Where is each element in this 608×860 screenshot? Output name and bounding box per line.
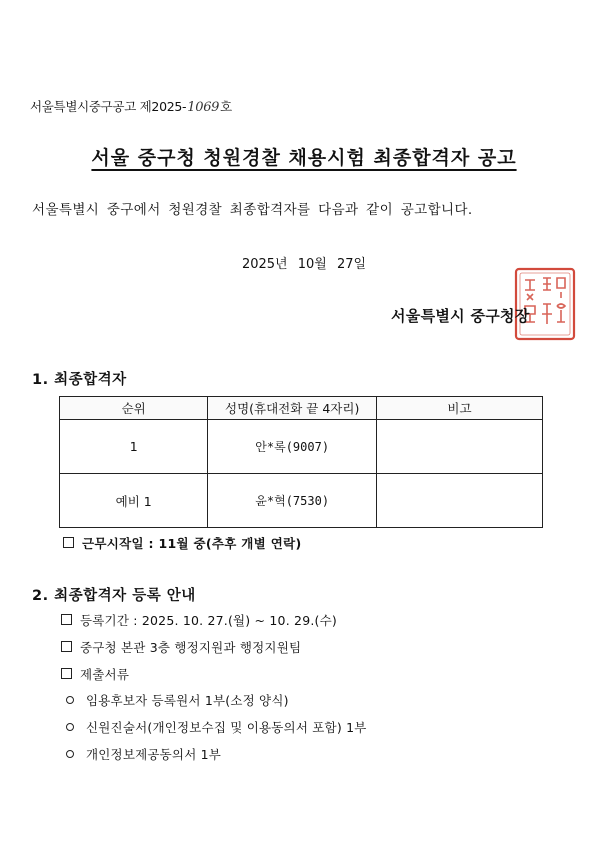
work-start-text: 근무시작일 : 11월 중(추후 개별 연락) <box>82 536 302 551</box>
intro-text: 서울특별시 중구에서 청원경찰 최종합격자를 다음과 같이 공고합니다. <box>32 202 473 218</box>
required-documents-text: 제출서류 <box>80 667 130 682</box>
circle-bullet-icon <box>66 696 74 704</box>
circle-bullet-icon <box>66 750 74 758</box>
document-list-item <box>66 691 289 709</box>
column-header-remarks: 비고 <box>376 397 542 420</box>
cell-name-phone: 윤*혁(7530) <box>208 474 377 528</box>
registration-location-item <box>61 638 301 656</box>
circle-bullet-icon <box>66 723 74 731</box>
column-header-name-phone: 성명(휴대전화 끝 4자리) <box>208 397 377 420</box>
issuer-name: 서울특별시 중구청장 <box>391 307 530 325</box>
document-text: 개인정보제공동의서 1부 <box>86 747 222 762</box>
table-row <box>60 474 543 528</box>
work-start-note <box>63 534 301 552</box>
page-title-text: 서울 중구청 청원경찰 채용시험 최종합격자 공고 <box>91 147 517 169</box>
cell-name-phone: 안*록(9007) <box>208 420 377 474</box>
cell-remarks <box>376 420 542 474</box>
table-row <box>60 420 543 474</box>
cell-remarks <box>376 474 542 528</box>
official-seal-stamp <box>513 266 577 342</box>
notice-date: 2025년 10월 27일 <box>241 257 367 272</box>
final-passers-table <box>59 396 543 528</box>
document-text: 신원진술서(개인정보수집 및 이용동의서 포함) 1부 <box>86 720 367 735</box>
registration-location-text: 중구청 본관 3층 행정지원과 행정지원팀 <box>80 640 302 655</box>
notice-number-line <box>30 97 232 115</box>
registration-period-item <box>61 611 337 629</box>
square-bullet-icon <box>61 668 72 679</box>
document-list-item <box>66 718 367 736</box>
document-list-item <box>66 745 221 763</box>
table-header-row <box>60 397 543 420</box>
column-header-rank: 순위 <box>60 397 208 420</box>
notice-suffix: 호 <box>220 99 232 114</box>
cell-rank: 예비 1 <box>60 474 208 528</box>
page-title <box>0 143 608 170</box>
square-bullet-icon <box>61 641 72 652</box>
cell-rank: 1 <box>60 420 208 474</box>
required-documents-item <box>61 665 129 683</box>
document-text: 임용후보자 등록원서 1부(소정 양식) <box>86 693 289 708</box>
registration-period-text: 등록기간 : 2025. 10. 27.(월) ~ 10. 29.(수) <box>80 613 337 628</box>
handwritten-notice-number: 1069 <box>187 100 220 115</box>
square-bullet-icon <box>61 614 72 625</box>
square-bullet-icon <box>63 537 74 548</box>
section-heading-registration: 2. 최종합격자 등록 안내 <box>32 588 196 604</box>
notice-prefix: 서울특별시중구공고 제2025- <box>30 99 187 114</box>
section-heading-final-passers: 1. 최종합격자 <box>32 372 127 388</box>
